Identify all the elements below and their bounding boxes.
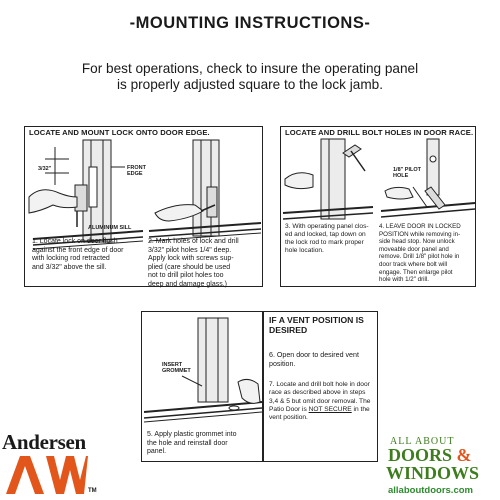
step-1-line: 1. Locate lock on door flush: [32, 238, 118, 245]
step-6-text: [269, 351, 377, 368]
panel-grommet: [141, 311, 263, 462]
intro-text: [40, 61, 460, 93]
panel-vent-position: [263, 311, 378, 462]
step-5-line: 5. Apply plastic grommet into: [147, 431, 237, 438]
panel-mount-lock: [24, 126, 263, 287]
step-3-text: [285, 223, 377, 255]
step-6-line: position.: [269, 359, 296, 368]
step-7-line: vent position.: [269, 414, 308, 422]
step-5-text: [147, 431, 262, 457]
step-4-line: POSITION while removing in-: [379, 230, 461, 238]
label-front-edge-line2: EDGE: [127, 171, 143, 177]
label-aluminum-sill: ALUMINUM SILL: [88, 225, 132, 231]
label-front-edge-line1: FRONT: [127, 165, 146, 171]
step-2-line: deep and damage glass.): [148, 280, 227, 288]
step-1-text: [32, 238, 144, 272]
step-4-line: engage. Then enlarge pilot: [379, 268, 453, 276]
logo-windows: WINDOWS: [386, 463, 480, 483]
vent-heading: [269, 315, 377, 335]
step-4-text: [379, 223, 475, 284]
step-7-line: [269, 406, 379, 414]
step-3-line: 3. With operating panel clos-: [285, 223, 369, 230]
label-front-edge: [127, 165, 146, 177]
label-332: 3/32": [38, 166, 52, 172]
panel-drill-bolt: [280, 126, 476, 287]
step-2-line: Apply lock with screws sup-: [148, 255, 234, 263]
step-7-line: 7. Locate and drill bolt hole in door: [269, 381, 370, 388]
label-insert-grommet: [162, 362, 191, 374]
label-pilot-hole-line2: HOLE: [393, 173, 409, 179]
step-7-post: in the: [351, 405, 370, 413]
vent-heading-line1: IF A VENT POSITION IS: [269, 315, 364, 325]
andersen-wordmark: Andersen: [2, 430, 86, 454]
label-insert-grommet-line1: INSERT: [162, 362, 183, 368]
step-3-line: the lock rod to mark proper: [285, 239, 364, 246]
panel-mount-lock-title: LOCATE AND MOUNT LOCK ONTO DOOR EDGE.: [29, 128, 210, 137]
vent-heading-line2: DESIRED: [269, 325, 308, 335]
andersen-tm: TM: [88, 488, 97, 494]
step-6-line: 6. Open door to desired vent: [269, 351, 359, 359]
all-about-doors-windows-logo: [382, 436, 498, 498]
step-7-line: 3,4 & 5 but omit door removal. The: [269, 397, 371, 405]
step-5-line: the hole and reinstall door: [147, 439, 228, 447]
logo-all-about: ALL ABOUT: [390, 436, 455, 447]
step-2-text: [148, 238, 262, 290]
step-4-line: door track where bolt will: [379, 260, 448, 268]
step-7-pre: Patio Door is: [269, 405, 309, 413]
panel-drill-bolt-title: LOCATE AND DRILL BOLT HOLES IN DOOR RACE.: [285, 128, 474, 137]
step-4-line: 4. LEAVE DOOR IN LOCKED: [379, 223, 461, 230]
step-4-line: side head stop. Now unlock: [379, 238, 455, 246]
step-7-text: [269, 381, 379, 422]
step-4-line: moveable door panel and: [379, 245, 449, 253]
label-insert-grommet-line2: GROMMET: [162, 368, 191, 374]
andersen-aw-mark: [2, 454, 88, 496]
step-7-line: race as described above in steps: [269, 389, 366, 397]
step-2-line: not to drill pilot holes too: [148, 272, 224, 280]
step-4-line: remove. Drill 1/8" pilot hole in: [379, 253, 460, 261]
step-4-line: hole with 1/2" drill.: [379, 276, 430, 284]
step-3-line: hole location.: [285, 247, 324, 254]
logo-doors-text: DOORS: [388, 445, 453, 465]
step-2-line: plied (care should be used: [148, 263, 231, 271]
step-2-line: 3/32" pilot holes 1/4" deep.: [148, 246, 232, 254]
andersen-logo: [2, 430, 106, 498]
step-3-line: ed and locked, tap down on: [285, 231, 366, 238]
label-pilot-hole: [393, 167, 421, 179]
label-pilot-hole-line1: 1/8" PILOT: [393, 167, 421, 173]
step-1-line: with locking rod retracted: [32, 255, 110, 263]
logo-ampersand: &: [456, 445, 472, 465]
intro-line-1: For best operations, check to insure the operating panel: [81, 61, 419, 76]
intro-line-2: is properly adjusted square to the lock jamb.: [117, 77, 383, 92]
step-2-line: 2. Mark holes of lock and drill: [148, 238, 239, 245]
step-5-line: panel.: [147, 448, 167, 456]
logo-url: allaboutdoors.com: [388, 485, 473, 496]
not-secure-text: NOT SECURE: [308, 405, 352, 413]
step-1-line: against the front edge of door: [32, 246, 124, 254]
step-1-line: and 3/32" above the sill.: [32, 263, 107, 271]
page-title: -MOUNTING INSTRUCTIONS-: [129, 14, 371, 32]
